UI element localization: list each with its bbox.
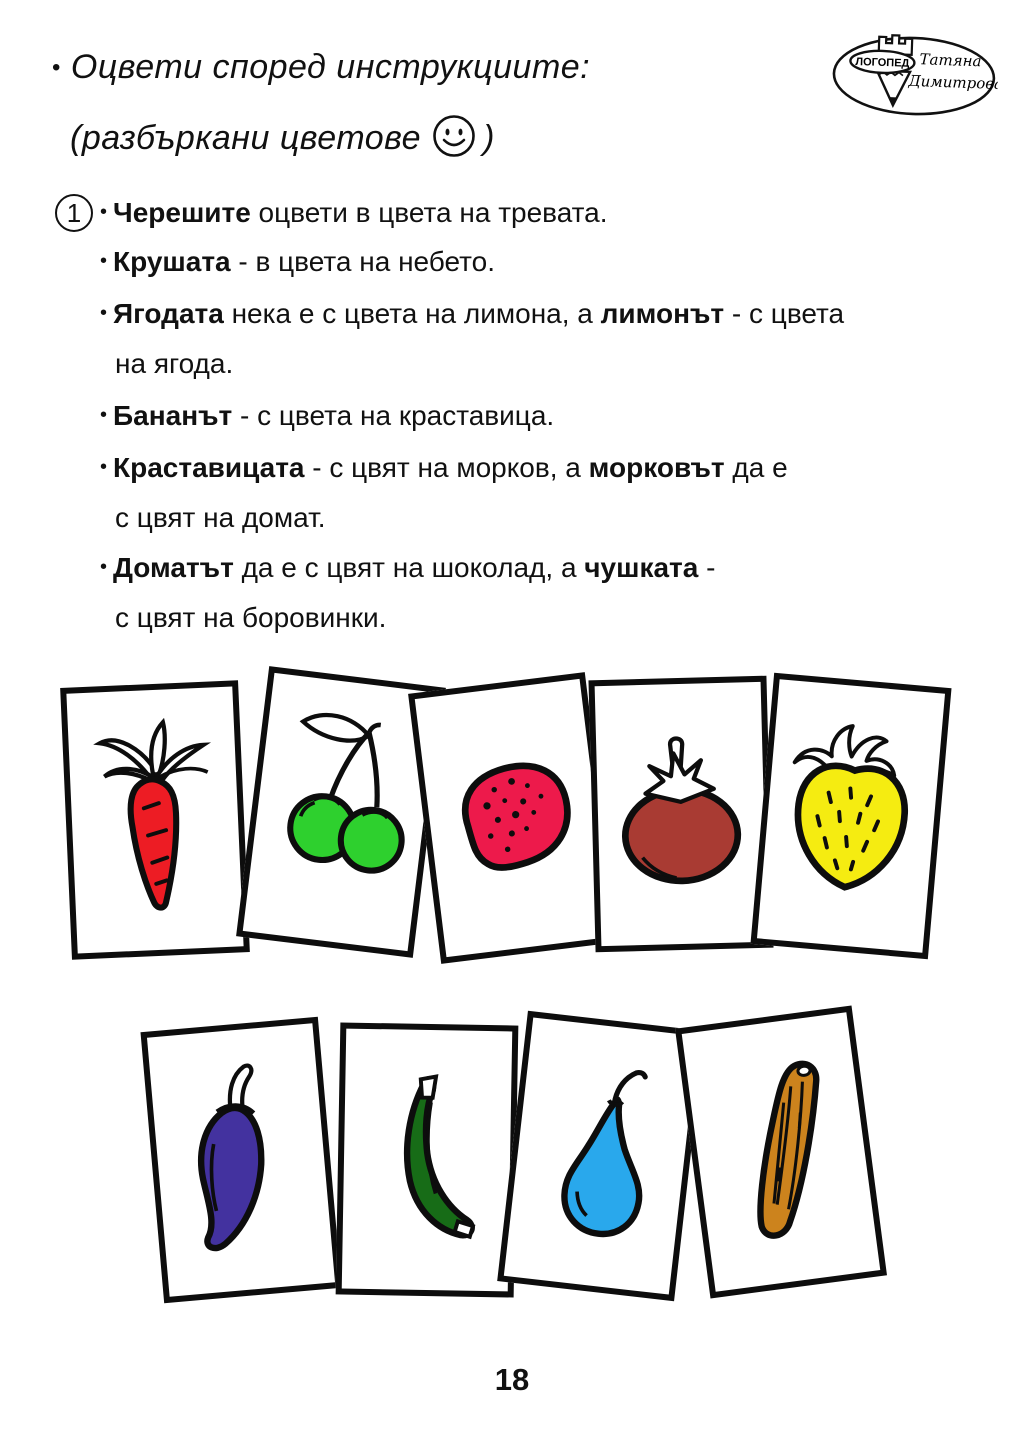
instruction-text: - с цвета на краставица. [232,400,555,431]
pear-icon [513,1039,689,1273]
cucumber-icon [691,1034,870,1270]
svg-text:Димитрова: Димитрова [908,71,1000,94]
subtitle-suffix: ) [483,119,495,157]
instruction-line [55,400,554,432]
instruction-text: - [698,552,716,583]
page-title [52,48,590,87]
instruction-text: морковът [588,452,725,483]
svg-text:ЛОГОПЕД: ЛОГОПЕД [855,55,910,70]
instruction-text: Ягодата [113,298,224,329]
instruction-continuation: на ягода. [115,348,234,379]
svg-text:Татяна: Татяна [919,50,982,71]
instruction-text: лимонът [600,298,725,329]
instruction-text: Черешите [113,197,251,228]
instruction-text: - в цвета на небето. [230,246,496,277]
instruction-text: нека е с цвета на лимона, а [223,298,601,329]
card-lemon [408,672,618,964]
instruction-text: да е [724,452,788,483]
bullet-dot: • [100,249,108,272]
cherries-icon [252,695,429,930]
bullet-dot: • [100,301,108,324]
bullet-dot: • [100,455,108,478]
instruction-text: Доматът [113,552,234,583]
instruction-text: да е с цвят на шоколад, а [233,552,585,583]
instruction-text: оцвети в цвета на тревата. [250,197,608,228]
task-number-badge: 1 [55,194,93,232]
strawberry-icon [766,701,936,931]
logo [828,25,999,123]
card-pear [497,1011,705,1301]
instruction-text: - с цвят на морков, а [304,452,589,483]
instruction-text: Крушата [113,246,231,277]
chili-pepper-icon [156,1045,326,1275]
banana-icon [349,1050,505,1271]
card-tomato [588,676,773,953]
page-number: 18 [494,1362,530,1397]
instructions-list [55,192,965,632]
smiley-icon [431,113,477,168]
subtitle-prefix: (разбъркани цветове [70,119,422,157]
card-strawberry [750,673,951,959]
pencil-stamp-icon [828,25,999,123]
instruction-text: Бананът [113,400,233,431]
title-bullet: • [52,53,61,81]
page-subtitle [70,111,590,166]
card-cucumber [675,1006,887,1299]
bullet-dot: • [100,555,108,578]
instruction-line [55,552,715,584]
bullet-dot: • [100,200,108,223]
instruction-line [55,194,608,232]
instruction-text: Краставицата [113,452,305,483]
instruction-text: - с цвета [724,298,845,329]
instruction-continuation: с цвят на домат. [115,502,326,533]
bullet-dot: • [100,403,108,426]
page-title-text: Оцвети според инструкциите: [70,48,591,86]
card-banana [336,1022,519,1297]
instruction-line [55,452,788,484]
card-carrot [60,680,250,960]
title-block [52,48,590,166]
tomato-icon [602,703,760,925]
instruction-line [55,298,844,330]
card-pepper [140,1017,341,1303]
instruction-continuation: с цвят на боровинки. [115,602,387,633]
instruction-line [55,246,495,278]
carrot-icon [74,708,235,932]
instruction-text: чушката [584,552,699,583]
lemon-icon [424,701,601,936]
